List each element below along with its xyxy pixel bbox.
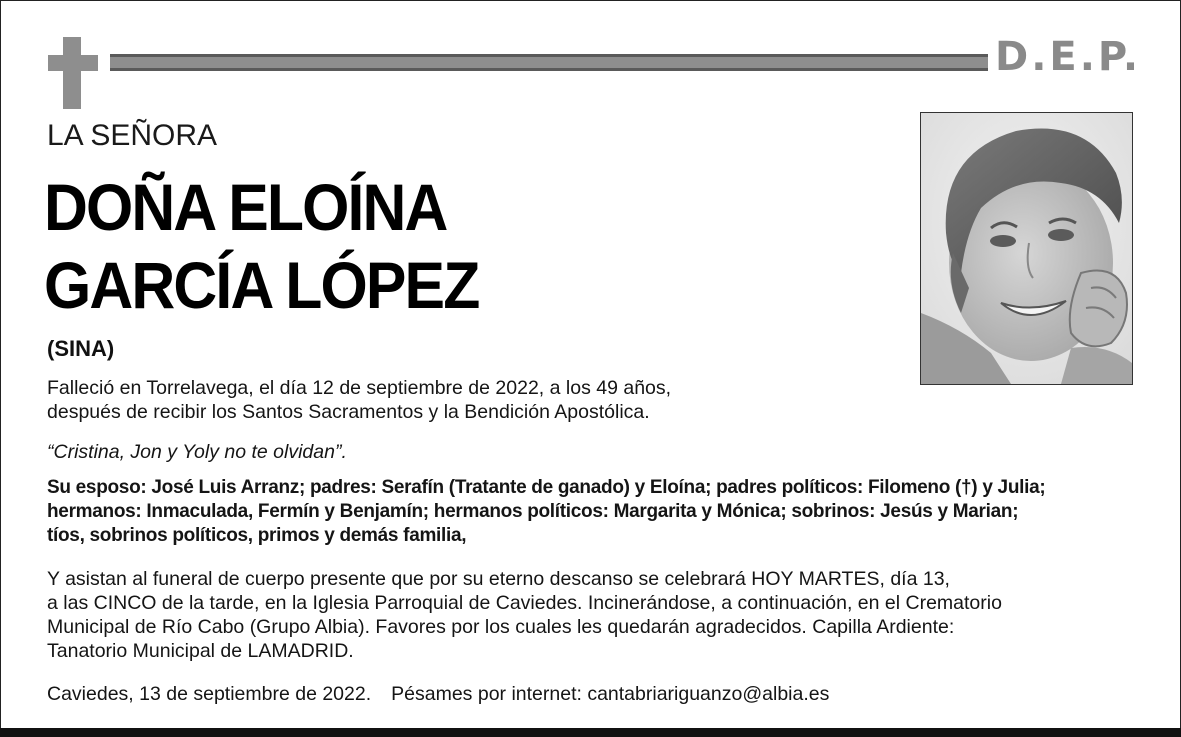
funeral-line3: Municipal de Río Cabo (Grupo Albia). Favores por los cuales les quedarán agradecidos. Capilla Ardiente:: [47, 616, 955, 638]
deceased-name-line2: GARCÍA LÓPEZ: [44, 248, 479, 322]
family-line1: Su esposo: José Luis Arranz; padres: Serafín (Tratante de ganado) y Eloína; padres políticos: Filomeno (†) y Julia;: [47, 477, 1046, 498]
header-rule: [110, 54, 988, 71]
dep-label: D.E.P.: [995, 34, 1142, 80]
death-notice-line2: después de recibir los Santos Sacramentos y la Bendición Apostólica.: [47, 401, 650, 423]
deceased-nickname: (SINA): [47, 336, 115, 361]
condolences-email: Pésames por internet: cantabriariguanzo@albia.es: [391, 683, 830, 705]
closing-line: [47, 682, 829, 706]
quote-text: “Cristina, Jon y Yoly no te olvidan”.: [47, 441, 347, 463]
funeral-line2: a las CINCO de la tarde, en la Iglesia Parroquial de Caviedes. Incinerándose, a continuación, en el Crematorio: [47, 592, 1002, 614]
funeral-line4: Tanatorio Municipal de LAMADRID.: [47, 640, 354, 662]
family-list: [47, 476, 1157, 548]
family-line2: hermanos: Inmaculada, Fermín y Benjamín; hermanos políticos: Margarita y Mónica; sobrinos: Jesús y Marian;: [47, 501, 1019, 522]
portrait-photo: [920, 112, 1133, 385]
deceased-name: [44, 168, 478, 324]
place-date: Caviedes, 13 de septiembre de 2022.: [47, 683, 372, 705]
bottom-border: [0, 728, 1181, 737]
death-notice-line1: Falleció en Torrelavega, el día 12 de septiembre de 2022, a los 49 años,: [47, 377, 672, 399]
deceased-prefix: LA SEÑORA: [47, 119, 218, 152]
family-line3: tíos, sobrinos políticos, primos y demás familia,: [47, 525, 467, 546]
funeral-line1: Y asistan al funeral de cuerpo presente que por su eterno descanso se celebrará HOY MARTES, día 13,: [47, 568, 950, 590]
funeral-details: [47, 567, 1167, 663]
family-quote: [47, 440, 347, 464]
death-notice: [47, 376, 671, 424]
deceased-name-line1: DOÑA ELOÍNA: [44, 170, 447, 244]
